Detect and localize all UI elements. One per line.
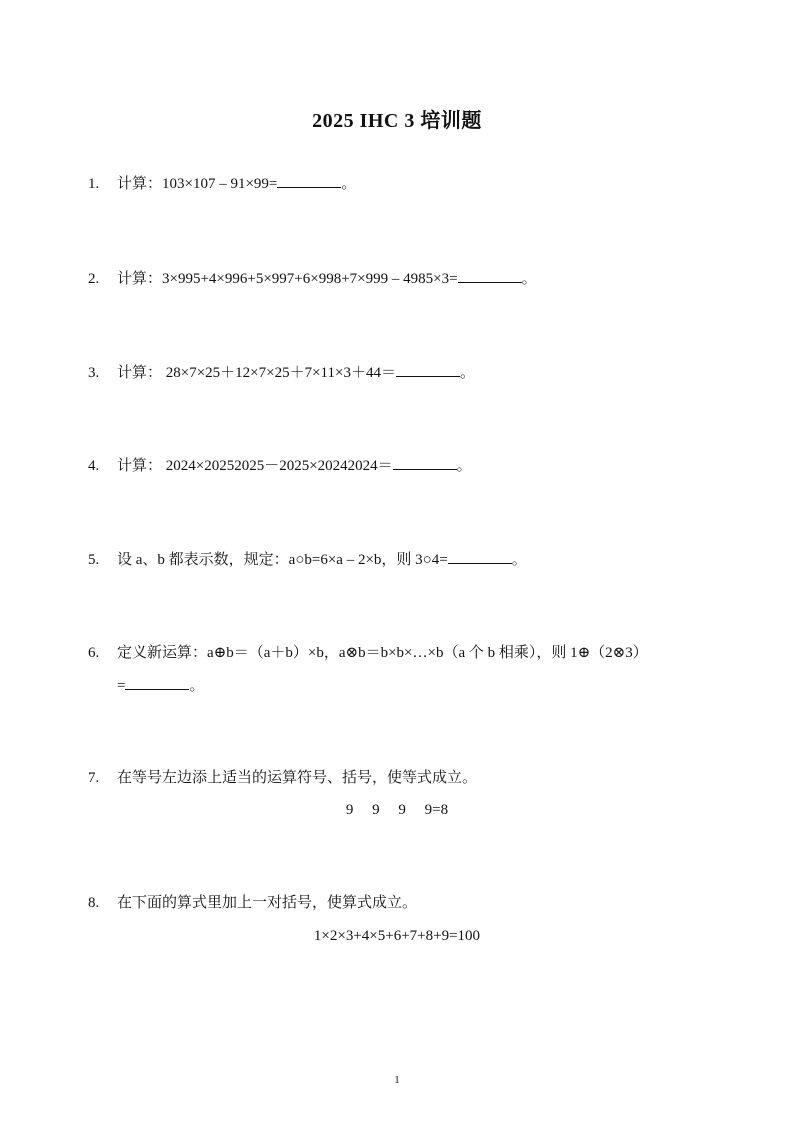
question-3: [88, 362, 738, 384]
question-suffix: 。: [511, 552, 527, 568]
question-1: [88, 173, 738, 195]
question-number: 3.: [88, 365, 100, 381]
document-title: 2025 IHC 3 培训题: [312, 110, 482, 132]
question-number: 1.: [88, 176, 100, 192]
question-text: 在等号左边添上适当的运算符号、括号，使等式成立。: [117, 770, 478, 786]
answer-blank[interactable]: [393, 455, 457, 470]
question-suffix: 。: [189, 678, 205, 694]
question-5: [88, 549, 738, 571]
question-suffix: 。: [341, 176, 357, 192]
question-number: 7.: [88, 770, 100, 786]
answer-blank[interactable]: [448, 549, 512, 564]
question-text: 计算： 28×7×25＋12×7×25＋7×11×3＋44＝: [117, 365, 396, 381]
question-number: 6.: [88, 645, 100, 661]
answer-blank[interactable]: [277, 173, 341, 188]
answer-blank[interactable]: [125, 675, 189, 690]
question-7: [88, 767, 738, 789]
question-number: 2.: [88, 271, 100, 287]
question-number: 4.: [88, 458, 100, 474]
question-6-line-2: [117, 675, 204, 697]
question-2: [88, 268, 738, 290]
question-text: 计算： 2024×20252025－2025×20242024＝: [117, 458, 393, 474]
page-number: 1: [394, 1074, 400, 1086]
question-number: 5.: [88, 552, 100, 568]
answer-blank[interactable]: [458, 268, 522, 283]
question-number: 8.: [88, 895, 100, 911]
question-8: [88, 892, 738, 914]
question-text: 在下面的算式里加上一对括号，使算式成立。: [117, 895, 418, 911]
equation: 9 9 9 9=8: [345, 802, 449, 818]
question-suffix: 。: [459, 365, 475, 381]
question-suffix: 。: [521, 271, 537, 287]
question-text: 设 a、b 都表示数，规定：a○b=6×a – 2×b，则 3○4=: [117, 552, 448, 568]
answer-blank[interactable]: [396, 362, 460, 377]
question-text: 计算：103×107 – 91×99=: [117, 176, 278, 192]
question-6: [88, 642, 738, 664]
question-4: [88, 455, 738, 477]
question-text: 计算：3×995+4×996+5×997+6×998+7×999 – 4985×3=: [117, 271, 458, 287]
equals-sign: =: [117, 678, 126, 694]
question-suffix: 。: [456, 458, 472, 474]
question-text: 定义新运算：a⊕b＝（a＋b）×b，a⊗b＝b×b×…×b（a 个 b 相乘），则 1⊕（2⊗3）: [117, 645, 648, 661]
equation: 1×2×3+4×5+6+7+8+9=100: [313, 928, 481, 944]
